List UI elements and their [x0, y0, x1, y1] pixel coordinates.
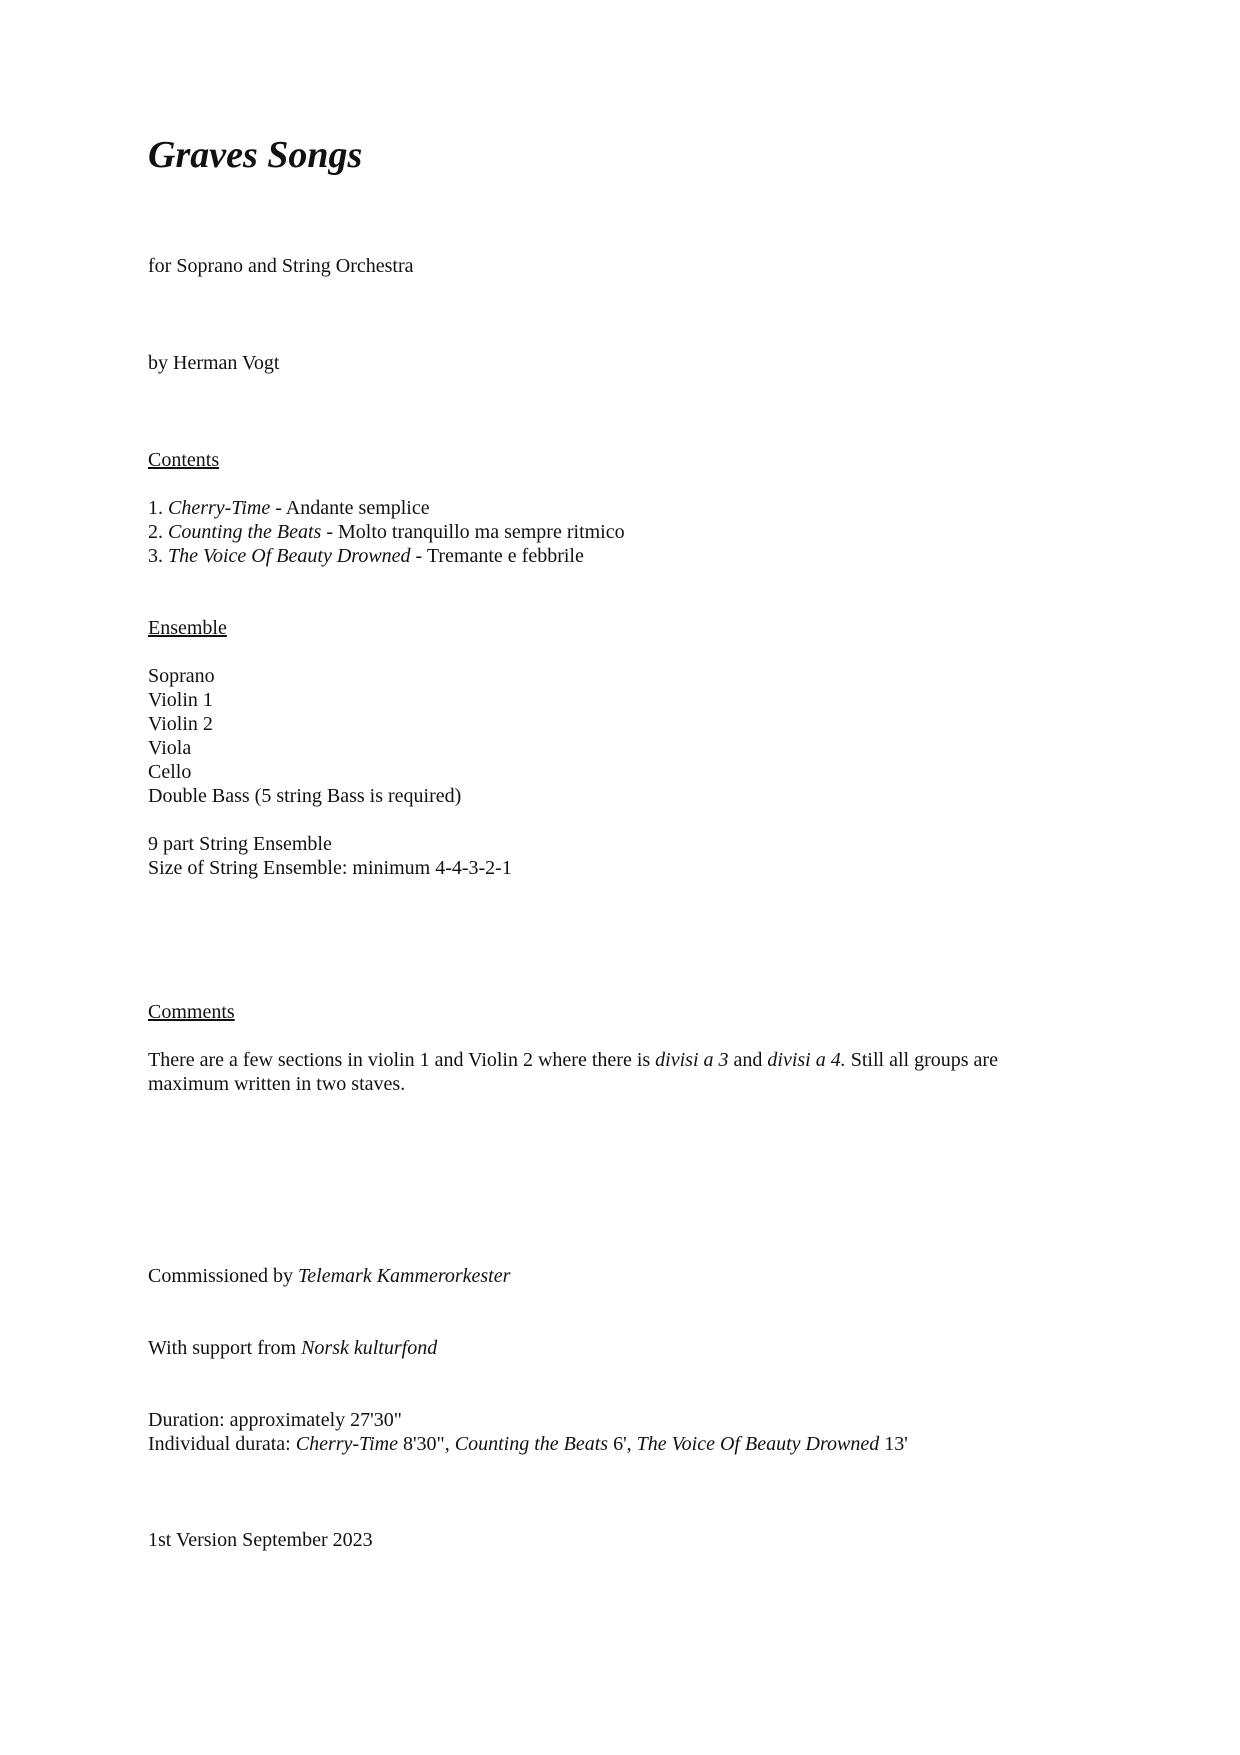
comment-text: and [728, 1049, 768, 1071]
item-title: Counting the Beats [168, 521, 322, 543]
instrument-item: Violin 1 [148, 689, 213, 711]
contents-item [148, 520, 625, 544]
duration-title: Counting the Beats [454, 1433, 609, 1455]
item-tempo: Andante semplice [285, 497, 430, 519]
item-number: 3. [148, 545, 168, 567]
ensemble-heading: Ensemble [148, 617, 227, 639]
duration-label: Individual durata: [148, 1433, 296, 1455]
support-line [148, 1336, 437, 1360]
duration-title: Cherry-Time [295, 1433, 398, 1455]
contents-heading: Contents [148, 449, 220, 471]
item-tempo: Molto tranquillo ma sempre ritmico [338, 521, 625, 543]
item-tempo: Tremante e febbrile [426, 545, 584, 567]
duration-time: 8'30", [397, 1433, 455, 1455]
item-title: Cherry-Time [168, 497, 271, 519]
instrument-item: Cello [148, 761, 192, 783]
support-name: Norsk kulturfond [301, 1337, 438, 1359]
ensemble-notes [148, 832, 512, 880]
instrument-item: Viola [148, 737, 192, 759]
duration-time: 13' [879, 1433, 908, 1455]
item-separator: - [410, 545, 427, 567]
page-title: Graves Songs [148, 134, 363, 176]
duration-total: Duration: approximately 27'30" [148, 1409, 402, 1431]
composer: by Herman Vogt [148, 352, 280, 374]
commission-name: Telemark Kammerorkester [298, 1265, 511, 1287]
instrument-item: Violin 2 [148, 713, 213, 735]
comments-heading: Comments [148, 1001, 235, 1023]
ensemble-note: 9 part String Ensemble [148, 833, 332, 855]
duration-title: The Voice Of Beauty Drowned [636, 1433, 880, 1455]
commission-line [148, 1264, 510, 1288]
comment-emphasis: divisi a 3 [655, 1049, 729, 1071]
ensemble-note: Size of String Ensemble: minimum 4-4-3-2-1 [148, 857, 512, 879]
duration-block [148, 1408, 908, 1456]
comment-text: Still all groups are maximum written in two staves. [148, 1049, 998, 1095]
commission-label: Commissioned by [148, 1265, 299, 1287]
comments-text [148, 1048, 1078, 1096]
contents-list [148, 496, 625, 568]
instrument-item: Soprano [148, 665, 215, 687]
contents-item [148, 496, 625, 520]
support-label: With support from [148, 1337, 302, 1359]
comment-emphasis: divisi a 4. [767, 1049, 846, 1071]
item-separator: - [321, 521, 338, 543]
contents-item [148, 544, 625, 568]
instrument-item: Double Bass (5 string Bass is required) [148, 785, 462, 807]
subtitle: for Soprano and String Orchestra [148, 255, 414, 277]
item-separator: - [270, 497, 286, 519]
item-number: 1. [148, 497, 168, 519]
version: 1st Version September 2023 [148, 1529, 373, 1551]
comment-text: There are a few sections in violin 1 and Violin 2 where there is [148, 1049, 656, 1071]
duration-time: 6', [608, 1433, 637, 1455]
item-number: 2. [148, 521, 168, 543]
item-title: The Voice Of Beauty Drowned [168, 545, 411, 567]
instrument-list [148, 664, 461, 808]
duration-individual [148, 1432, 908, 1456]
